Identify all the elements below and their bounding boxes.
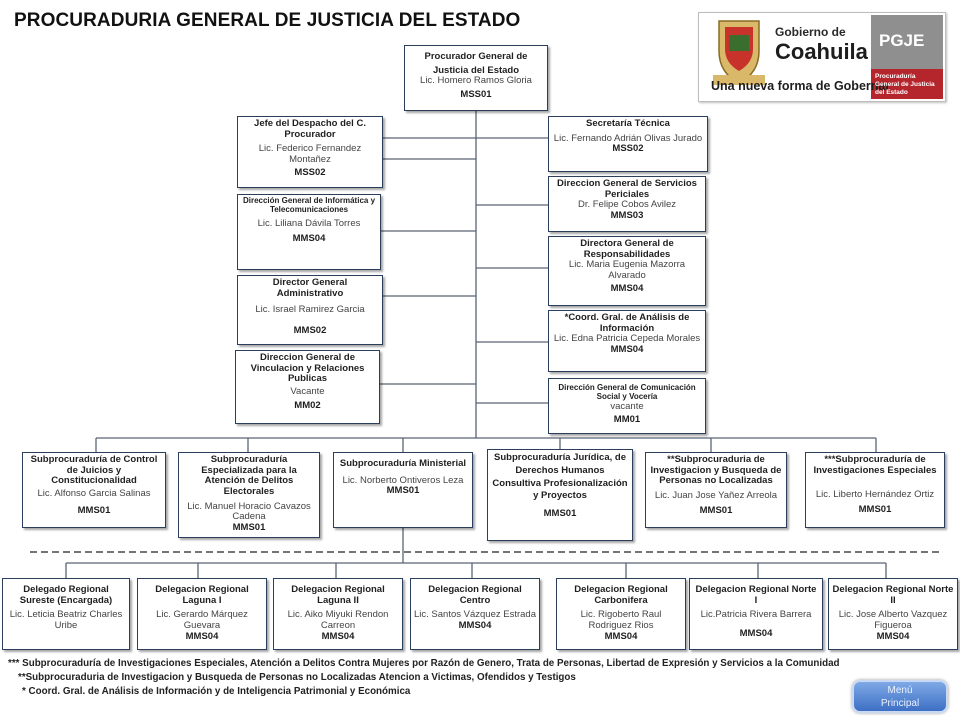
box-code: MMS04 <box>604 630 638 642</box>
org-box-delegacion-centro <box>410 578 540 650</box>
org-box-jefe-despacho <box>237 116 383 188</box>
org-box-delegacion-carbonifera <box>556 578 686 650</box>
box-person: Lic. Alfonso Garcia Salinas <box>37 487 151 499</box>
menu-principal-button[interactable] <box>852 680 948 713</box>
box-code: MMS04 <box>876 630 910 642</box>
box-code: MMS04 <box>458 619 492 631</box>
org-box-servicios-periciales <box>548 176 706 232</box>
box-code: MSS02 <box>294 166 326 178</box>
footnote-2 <box>8 672 840 686</box>
box-title: Coord. Gral. de Análisis de Información <box>568 312 690 334</box>
box-person: Lic. Leticia Beatriz Charles Uribe <box>9 609 123 631</box>
box-person: Lic. Israel Ramirez Garcia <box>255 304 365 316</box>
org-box-delegacion-norte-2 <box>828 578 958 650</box>
box-title: Delegacion Regional Norte I <box>695 584 817 606</box>
box-code: MSS02 <box>612 143 644 155</box>
box-title: Subprocuraduría Especializada para la Atención de Delitos Electorales <box>201 454 297 497</box>
logo-estado-text: Coahuila <box>775 39 868 64</box>
box-code: MMS02 <box>293 324 327 336</box>
box-code: MMS01 <box>232 521 266 533</box>
box-code: MMS01 <box>543 508 577 520</box>
box-person: Dr. Felipe Cobos Avilez <box>577 199 677 211</box>
box-person: Lic. Edna Patricia Cepeda Morales <box>553 333 701 345</box>
box-code: MM02 <box>294 399 321 411</box>
box-title: Director General Administrativo <box>272 277 348 299</box>
box-title: Procurador General de <box>424 51 528 62</box>
box-code: MMS01 <box>77 504 111 516</box>
org-box-administrativo <box>237 275 383 345</box>
box-code: MMS04 <box>321 630 355 642</box>
box-person: Lic. Jose Alberto Vazquez Figueroa <box>838 609 948 631</box>
org-box-delegacion-norte-1 <box>689 578 823 650</box>
box-title: Delegacion Regional Laguna II <box>291 584 385 606</box>
org-box-sub-ministerial <box>333 452 473 528</box>
org-box-procurador <box>404 45 548 111</box>
org-box-informatica <box>237 194 381 270</box>
footnote-text: Subprocuraduría de Investigaciones Especiales, Atención a Delitos Contra Mujeres por Razón de Genero, Trata de Personas, Libertad de Expresión y Servicios a la Comunidad <box>19 658 840 669</box>
box-title: Subprocuraduría de Control de Juicios y Constitucionalidad <box>30 454 158 487</box>
org-box-analisis-informacion <box>548 310 706 372</box>
box-title: Justicia del Estado <box>432 64 520 76</box>
org-box-secretaria-tecnica <box>548 116 708 172</box>
footnote-1 <box>8 658 840 672</box>
box-code: MMS03 <box>610 209 644 221</box>
footnote-mark: * <box>564 312 569 323</box>
box-title: Delegacion Regional Centro <box>428 584 522 606</box>
box-code: MMS04 <box>185 630 219 642</box>
footnote-text: Subprocuraduria de Investigacion y Busqueda de Personas no Localizadas Atencion a Victimas, Ofendidos y Testigos <box>25 672 576 683</box>
box-code: MMS04 <box>292 232 326 244</box>
box-title: Direccion General de Servicios Periciales <box>557 178 697 200</box>
box-person: Lic. Fernando Adrián Olivas Jurado <box>553 132 703 144</box>
box-person: Lic. Liliana Dávila Torres <box>257 217 361 229</box>
logo-acronym-text: PGJE <box>879 31 925 50</box>
org-box-delegacion-laguna-2 <box>273 578 403 650</box>
box-code: MM01 <box>613 413 641 425</box>
menu-principal-label: Menú Principal <box>880 685 920 709</box>
org-box-sub-juridica <box>487 449 633 541</box>
box-code: MMS01 <box>858 503 892 515</box>
org-box-delegacion-laguna-1 <box>137 578 267 650</box>
box-person: Lic. Gerardo Márquez Guevara <box>156 609 248 631</box>
org-box-delegacion-sureste <box>2 578 130 650</box>
box-code: MMS01 <box>699 504 733 516</box>
logo-slogan-text: Una nueva forma de Gobernar <box>711 79 891 93</box>
box-code: MMS04 <box>739 627 773 639</box>
footnote-mark: ** <box>18 672 26 683</box>
footnote-mark: *** <box>824 454 836 465</box>
box-person: Lic. Santos Vázquez Estrada <box>414 609 536 621</box>
box-title: Delegado Regional Sureste (Encargada) <box>19 584 113 606</box>
box-title: Subprocuraduría Ministerial <box>339 458 467 469</box>
box-code: MMS04 <box>610 282 644 294</box>
box-person: Lic.Patricia Rivera Barrera <box>700 609 812 621</box>
box-person: Vacante <box>290 385 325 397</box>
box-person: Lic. Aiko Miyuki Rendon Carreon <box>287 609 389 631</box>
footnote-3 <box>8 686 840 700</box>
box-code: MMS01 <box>386 485 420 497</box>
org-box-sub-delitos-electorales <box>178 452 320 538</box>
box-person: Lic. Liberto Hernández Ortiz <box>815 489 935 501</box>
box-title: Delegacion Regional Carbonifera <box>574 584 668 606</box>
box-person: vacante <box>610 400 644 412</box>
box-title: Subprocuraduría de Investigaciones Especiales <box>813 454 937 476</box>
box-person: Lic. Maria Eugenia Mazorra Alvarado <box>568 259 686 281</box>
logo-dependencia-text: Procuraduría General de Justicia del Estado <box>875 73 935 96</box>
box-title: Dirección General de Comunicación Social y Vocería <box>558 383 696 401</box>
box-title: Subprocuraduría Jurídica, de Derechos Humanos Consultiva Profesionalización y Proyectos <box>492 452 628 502</box>
box-person: Lic. Norberto Ontiveros Leza <box>342 474 464 486</box>
box-title: Secretaría Técnica <box>586 118 670 129</box>
box-person: Lic. Homero Ramos Gloria <box>420 75 532 87</box>
box-title: Delegacion Regional Laguna I <box>155 584 249 606</box>
org-box-vinculacion <box>235 350 380 424</box>
box-person: Lic. Federico Fernandez Montañez <box>258 143 362 165</box>
page-title: PROCURADURIA GENERAL DE JUSTICIA DEL ESTADO <box>14 10 521 31</box>
footnotes <box>8 658 840 700</box>
org-box-sub-investigacion-busqueda <box>645 452 787 528</box>
org-box-sub-investigaciones-especiales <box>805 452 945 528</box>
org-box-sub-control-juicios <box>22 452 166 528</box>
footnote-mark: * <box>22 686 26 697</box>
box-title: Jefe del Despacho del C. Procurador <box>254 118 366 140</box>
box-person: Lic. Manuel Horacio Cavazos Cadena <box>187 500 311 523</box>
box-title: Direccion General de Vinculacion y Relaciones Publicas <box>250 352 365 385</box>
box-title: Subprocuraduria de Investigacion y Busqueda de Personas no Localizadas <box>650 454 782 487</box>
box-code: MSS01 <box>460 88 492 100</box>
box-person: Lic. Juan Jose Yañez Arreola <box>654 489 778 501</box>
footnote-text: Coord. Gral. de Análisis de Información y de Inteligencia Patrimonial y Económica <box>25 686 411 697</box>
box-code: MMS04 <box>610 343 644 355</box>
org-box-responsabilidades <box>548 236 706 306</box>
box-title: Delegacion Regional Norte II <box>832 584 954 606</box>
org-box-comunicacion-social <box>548 378 706 434</box>
footnote-mark: *** <box>8 658 20 669</box>
logo-gobierno-text: Gobierno de <box>775 25 846 39</box>
box-title: Directora General de Responsabilidades <box>580 238 674 260</box>
footnote-mark: ** <box>667 454 675 465</box>
box-person: Lic. Rigoberto Raul Rodriguez Rios <box>580 609 662 631</box>
box-title: Dirección General de Informática y Telecomunicaciones <box>242 196 376 214</box>
